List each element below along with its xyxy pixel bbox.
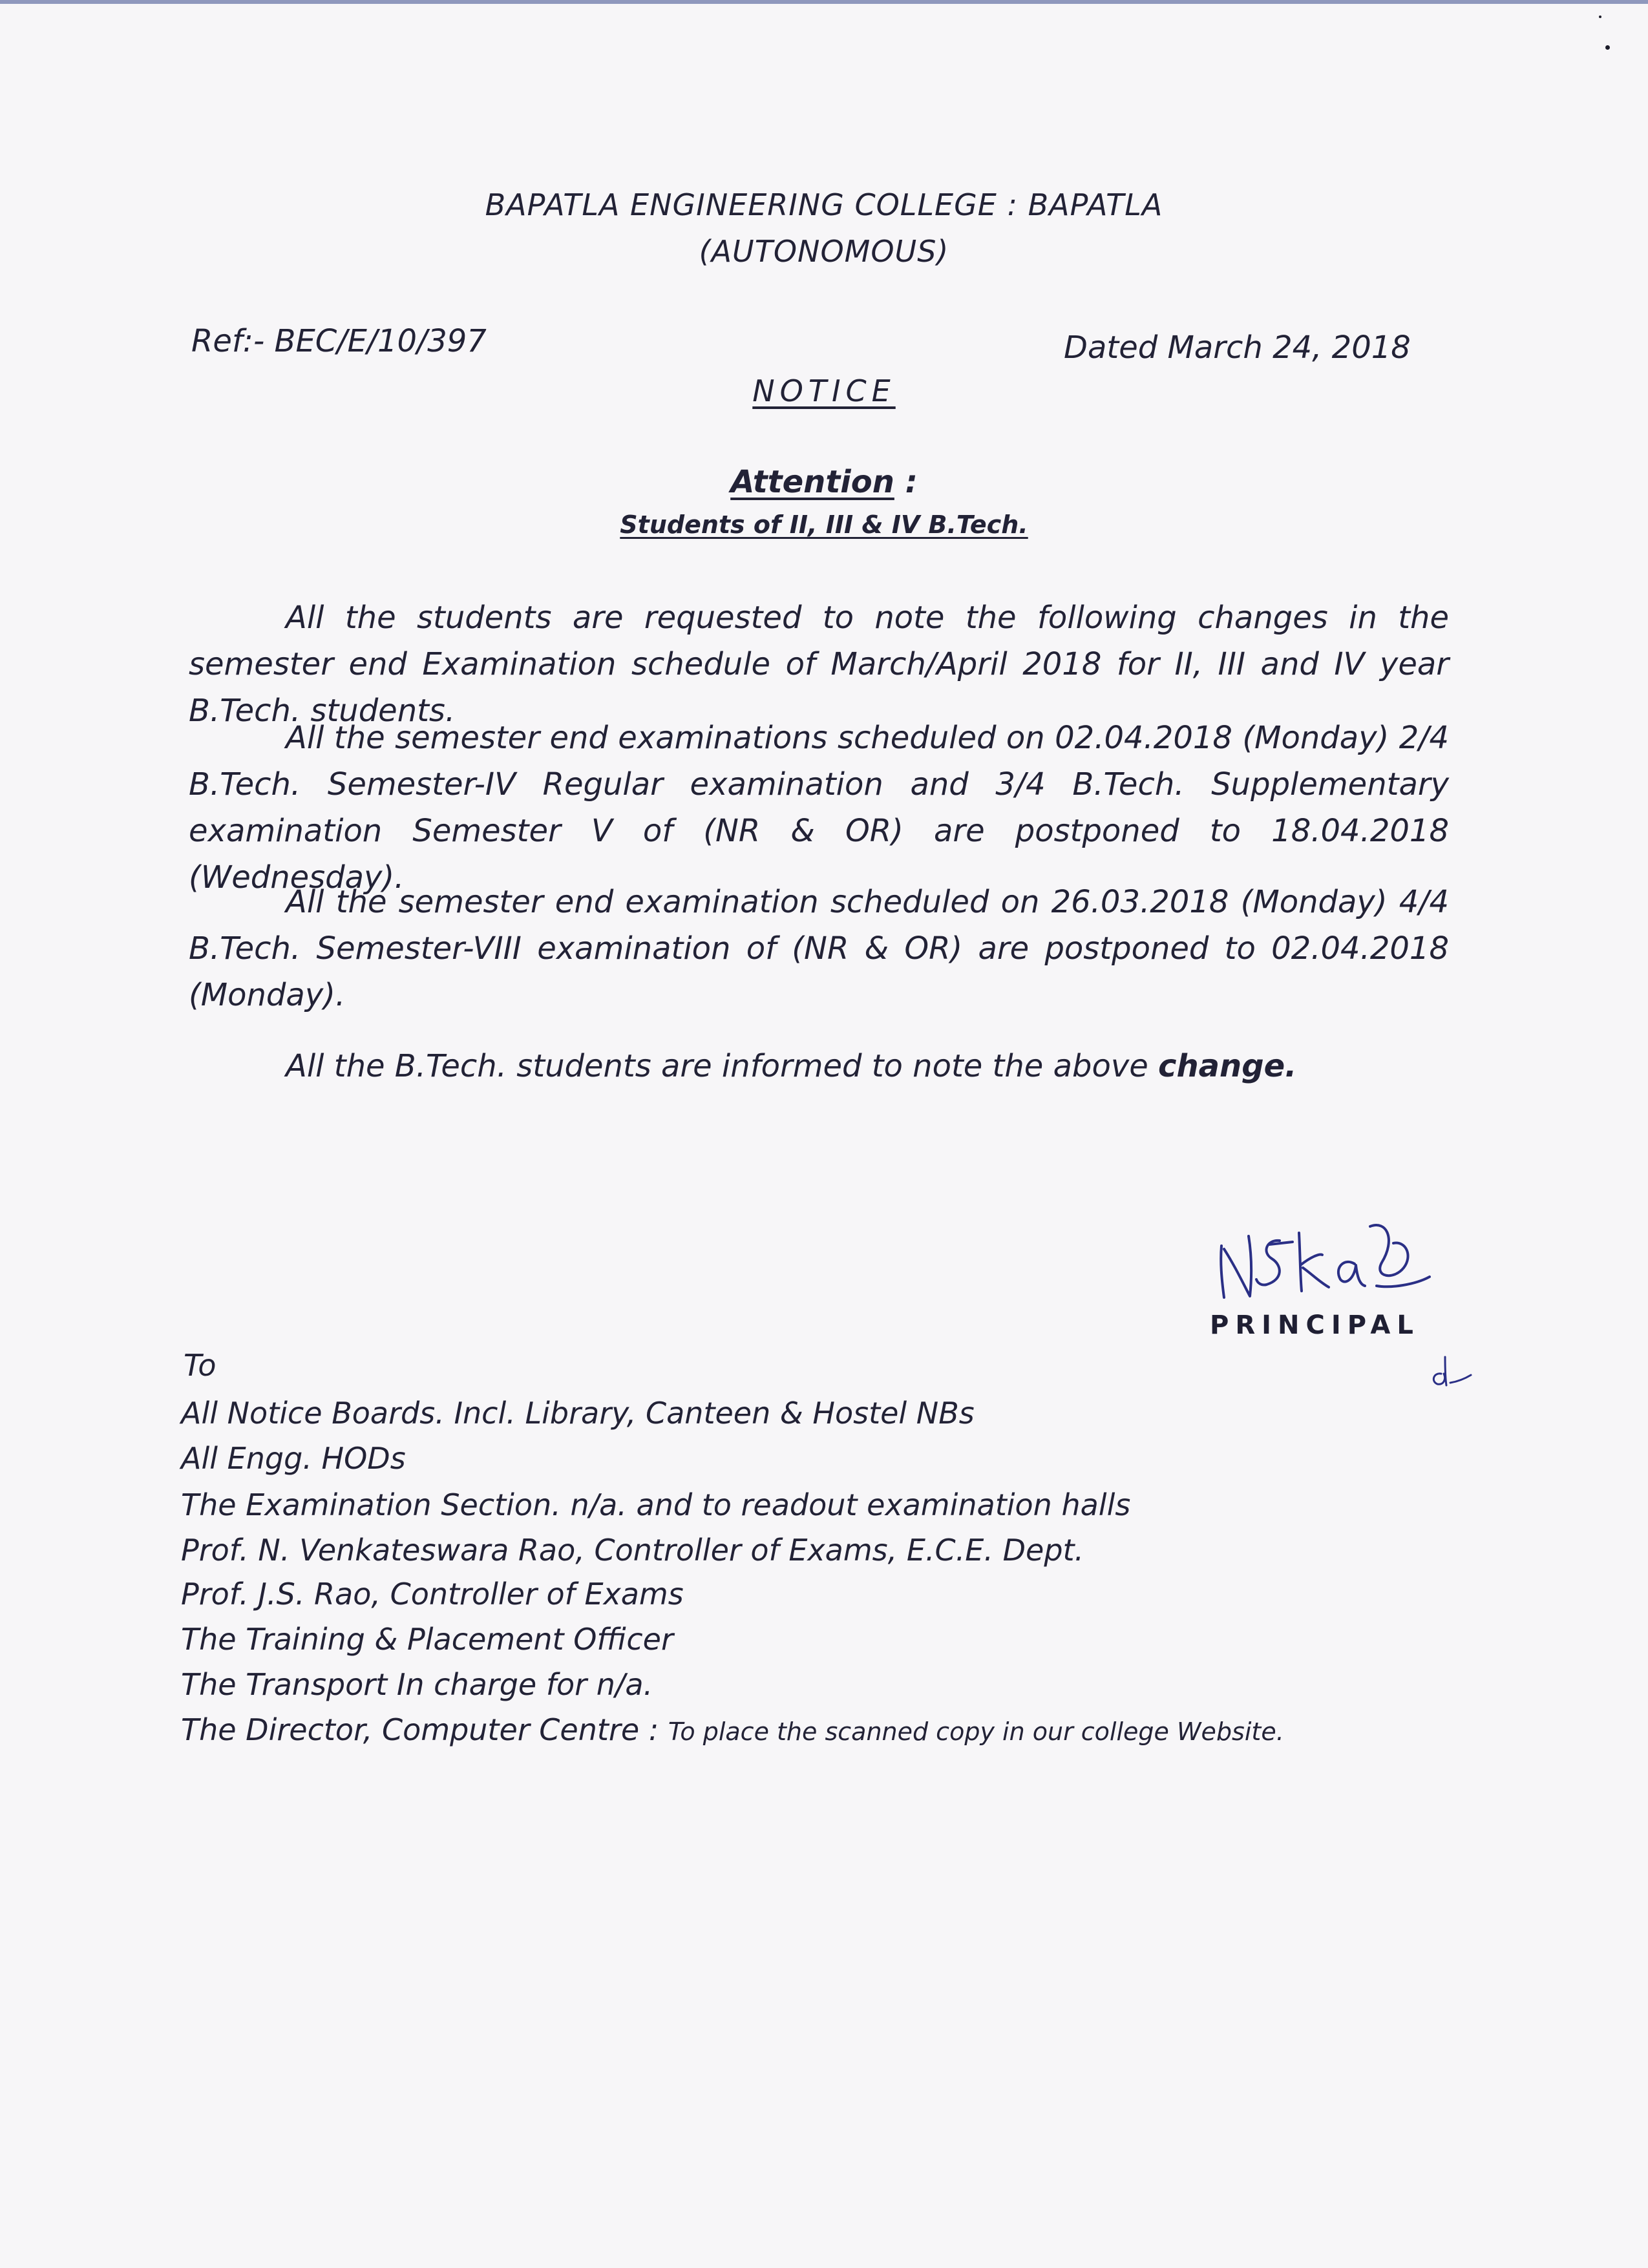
distribution-recipient: The Training & Placement Officer [181,1622,673,1657]
college-name: BAPATLA ENGINEERING COLLEGE : BAPATLA [485,187,1163,222]
attention-colon: : [894,464,918,500]
scan-edge [0,0,1648,4]
closing-text: All the B.Tech. students are informed to note the above [286,1048,1159,1084]
distribution-recipient-computer-centre [181,1712,1284,1747]
recipient-label: The Director, Computer Centre : [181,1712,668,1747]
distribution-recipient: All Engg. HODs [181,1441,406,1476]
body-paragraph: All the semester end examination scheduled on 26.03.2018 (Monday) 4/4 B.Tech. Semester-VIII examination of (NR & OR) are postponed to 02.04.2018 (Monday). [189,884,1449,1013]
body-paragraph: All the students are requested to note the following changes in the semester end Examination schedule of March/April 2018 for II, III and IV year B.Tech. students. [189,600,1449,729]
body-paragraph: All the semester end examinations scheduled on 02.04.2018 (Monday) 2/4 B.Tech. Semester-IV Regular examination and 3/4 B.Tech. Supplementary examination Semester V of (NR & OR) are postponed to 18.04.2018 (Wednesday). [189,720,1449,896]
college-status: (AUTONOMOUS) [699,234,949,269]
distribution-to-label: To [184,1348,217,1383]
notice-title: NOTICE [752,373,896,408]
principal-designation: PRINCIPAL [1210,1310,1420,1340]
reference-number: Ref:- BEC/E/10/397 [191,323,487,359]
body-paragraph-closing [286,1048,1296,1084]
principal-signature [1202,1201,1441,1304]
notice-date: Dated March 24, 2018 [1064,330,1411,366]
closing-emphasis: change. [1158,1048,1297,1084]
distribution-recipient: Prof. J.S. Rao, Controller of Exams [181,1577,684,1612]
distribution-recipient: The Transport In charge for n/a. [181,1667,653,1702]
attention-label: Attention [730,464,894,500]
attention-heading [0,464,1648,500]
distribution-recipient: All Notice Boards. Incl. Library, Canteen & Hostel NBs [181,1396,975,1431]
distribution-recipient: Prof. N. Venkateswara Rao, Controller of Exams, E.C.E. Dept. [181,1533,1084,1568]
scan-speck [1599,16,1601,18]
website-note: To place the scanned copy in our college Website. [668,1717,1284,1746]
distribution-recipient: The Examination Section. n/a. and to readout examination halls [181,1487,1131,1522]
audience-line: Students of II, III & IV B.Tech. [620,510,1028,539]
initial-mark [1422,1350,1474,1389]
scan-speck [1605,45,1610,50]
